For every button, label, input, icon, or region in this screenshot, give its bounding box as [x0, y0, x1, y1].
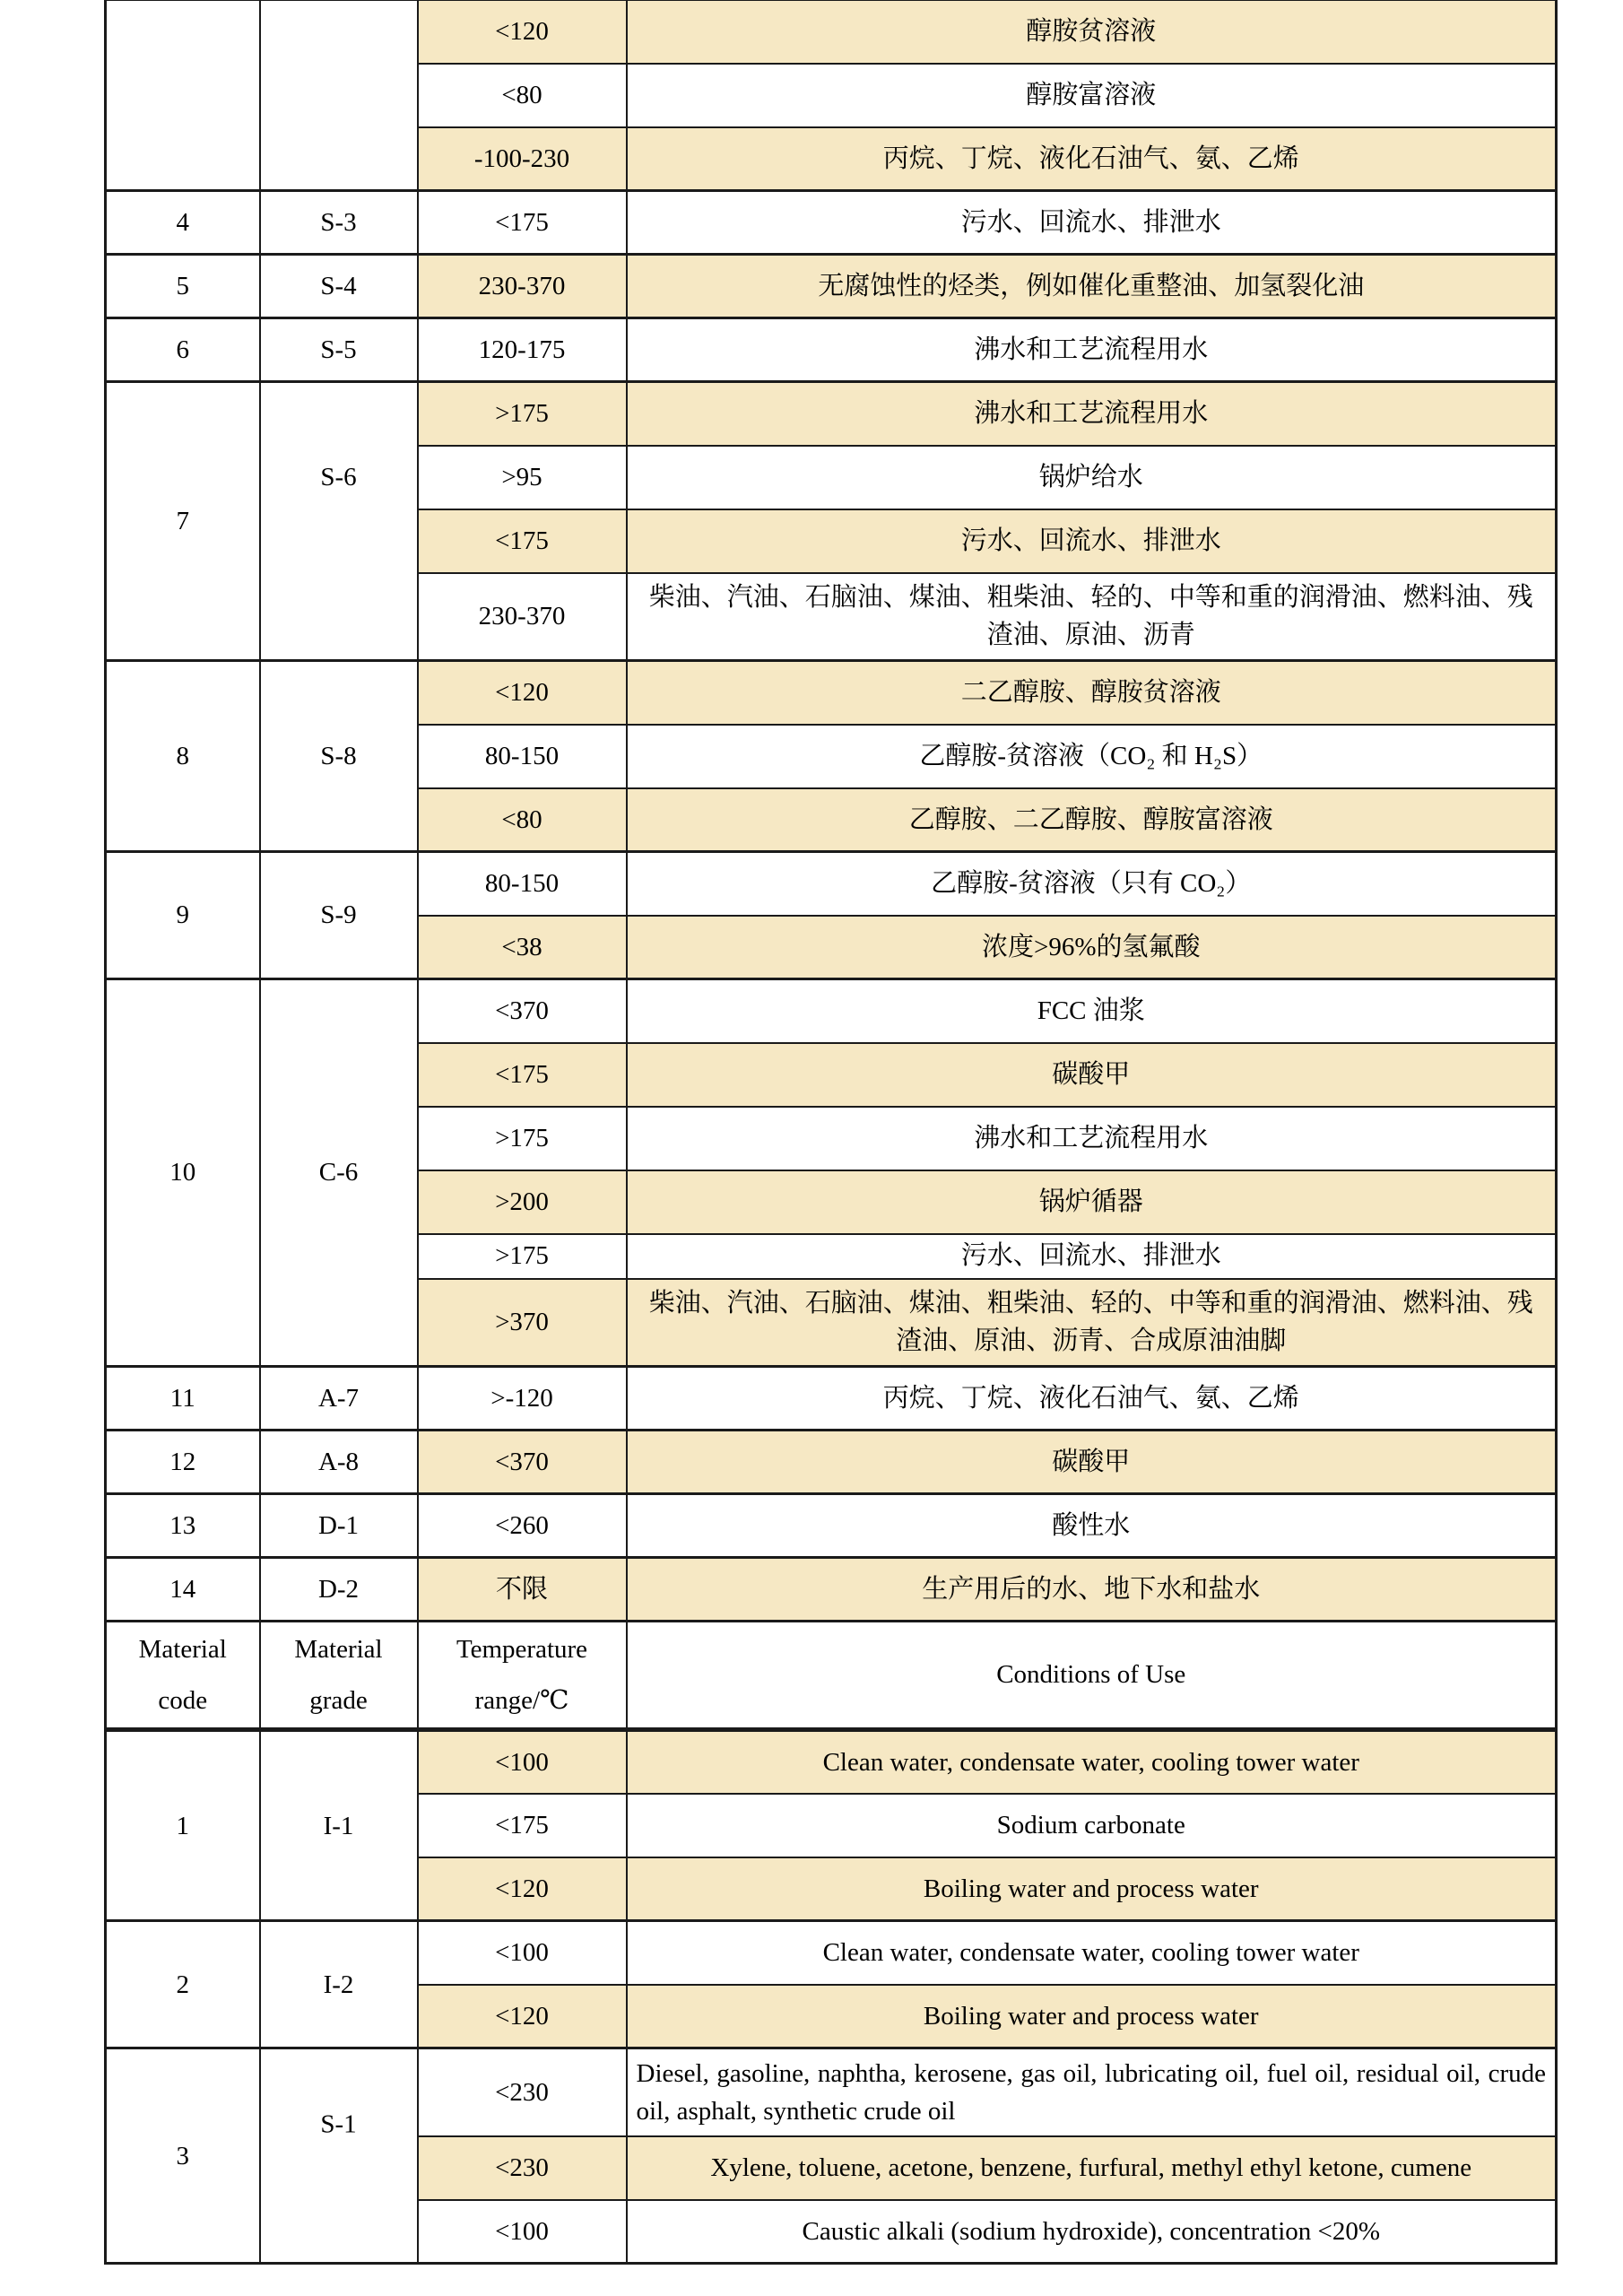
material-code-cell: 1: [106, 1730, 260, 1921]
condition-cell: Xylene, toluene, acetone, benzene, furfural, methyl ethyl ketone, cumene: [627, 2136, 1557, 2200]
temperature-cell: <120: [418, 1857, 627, 1921]
condition-cell: 碳酸甲: [627, 1431, 1557, 1494]
material-code-cell: 6: [106, 318, 260, 382]
material-grade-cell: [260, 255, 418, 318]
table-row: [106, 0, 1557, 64]
temperature-cell: <175: [418, 509, 627, 573]
material-code-cell: 9: [106, 852, 260, 979]
material-grade-cell: [260, 1558, 418, 1622]
condition-cell: 沸水和工艺流程用水: [627, 382, 1557, 446]
table-row: [106, 852, 1557, 916]
temperature-cell: 80-150: [418, 852, 627, 916]
condition-cell: 二乙醇胺、醇胺贫溶液: [627, 661, 1557, 725]
table-row: [106, 661, 1557, 725]
temperature-cell: >200: [418, 1170, 627, 1234]
temperature-cell: -100-230: [418, 127, 627, 191]
condition-cell: 浓度>96%的氢氟酸: [627, 916, 1557, 979]
condition-cell: 乙醇胺-贫溶液（只有 CO₂）: [627, 852, 1557, 916]
material-conditions-table: [104, 0, 1558, 2265]
temperature-cell: 230-370: [418, 573, 627, 661]
table-row: [106, 979, 1557, 1043]
material-code-cell: [106, 0, 260, 191]
material-code-cell: 12: [106, 1431, 260, 1494]
temperature-cell: 120-175: [418, 318, 627, 382]
temperature-cell: <80: [418, 788, 627, 852]
material-code-cell: 7: [106, 382, 260, 661]
condition-cell: 沸水和工艺流程用水: [627, 318, 1557, 382]
condition-cell: 丙烷、丁烷、液化石油气、氨、乙烯: [627, 1367, 1557, 1431]
table-row: [106, 1431, 1557, 1494]
condition-cell: Boiling water and process water: [627, 1985, 1557, 2048]
temperature-cell: >95: [418, 446, 627, 509]
material-grade-label: A-7: [317, 1383, 360, 1413]
temperature-cell: <100: [418, 1730, 627, 1794]
temperature-cell: <230: [418, 2048, 627, 2136]
temperature-cell: 80-150: [418, 725, 627, 788]
table-row: [106, 1558, 1557, 1622]
temperature-cell: <175: [418, 1043, 627, 1107]
table-row: [106, 2048, 1557, 2136]
header-cell-conditions-of-use: Conditions of Use: [627, 1622, 1557, 1730]
material-grade-label: D-1: [317, 1510, 360, 1540]
temperature-cell: <260: [418, 1494, 627, 1558]
condition-cell: 乙醇胺-贫溶液（CO₂ 和 H₂S）: [627, 725, 1557, 788]
table-row: [106, 191, 1557, 255]
condition-cell: 沸水和工艺流程用水: [627, 1107, 1557, 1170]
temperature-cell: <120: [418, 661, 627, 725]
temperature-cell: >370: [418, 1279, 627, 1367]
material-grade-label: S-9: [320, 900, 357, 930]
temperature-cell: <370: [418, 1431, 627, 1494]
material-grade-label: S-8: [320, 741, 357, 770]
material-code-cell: 4: [106, 191, 260, 255]
material-grade-cell: [260, 382, 418, 661]
header-cell-temperature-range: Temperature range/℃: [418, 1622, 627, 1730]
temperature-cell: 230-370: [418, 255, 627, 318]
condition-cell: 醇胺富溶液: [627, 64, 1557, 127]
temperature-cell: <370: [418, 979, 627, 1043]
condition-cell: Clean water, condensate water, cooling tower water: [627, 1730, 1557, 1794]
condition-cell: FCC 油浆: [627, 979, 1557, 1043]
material-grade-cell: [260, 318, 418, 382]
material-grade-label: S-6: [320, 462, 357, 491]
table-row: [106, 382, 1557, 446]
temperature-cell: <100: [418, 2200, 627, 2264]
material-code-cell: 10: [106, 979, 260, 1367]
material-grade-cell: [260, 2048, 418, 2264]
condition-cell: 柴油、汽油、石脑油、煤油、粗柴油、轻的、中等和重的润滑油、燃料油、残渣油、原油、沥青、合成原油油脚: [627, 1279, 1557, 1367]
condition-cell: 生产用后的水、地下水和盐水: [627, 1558, 1557, 1622]
material-grade-cell: [260, 1431, 418, 1494]
header-cell-material-code: Material code: [106, 1622, 260, 1730]
material-grade-cell: [260, 0, 418, 191]
temperature-cell: <120: [418, 0, 627, 64]
material-grade-cell: [260, 1494, 418, 1558]
condition-cell: 污水、回流水、排泄水: [627, 509, 1557, 573]
temperature-cell: >-120: [418, 1367, 627, 1431]
condition-cell: 醇胺贫溶液: [627, 0, 1557, 64]
condition-cell: 柴油、汽油、石脑油、煤油、粗柴油、轻的、中等和重的润滑油、燃料油、残渣油、原油、沥青: [627, 573, 1557, 661]
condition-cell: 无腐蚀性的烃类，例如催化重整油、加氢裂化油: [627, 255, 1557, 318]
temperature-cell: 不限: [418, 1558, 627, 1622]
condition-cell: 污水、回流水、排泄水: [627, 1234, 1557, 1279]
material-grade-label: I-2: [323, 1970, 354, 1999]
temperature-cell: <80: [418, 64, 627, 127]
table-header-row: [106, 1622, 1557, 1730]
table-row: [106, 318, 1557, 382]
material-grade-cell: [260, 1730, 418, 1921]
temperature-cell: <175: [418, 1794, 627, 1857]
material-grade-label: S-1: [320, 2109, 357, 2139]
table-row: [106, 1367, 1557, 1431]
table-body: [106, 0, 1557, 2264]
material-grade-label: S-4: [320, 271, 357, 300]
header-cell-material-grade: Material grade: [260, 1622, 418, 1730]
material-code-cell: 3: [106, 2048, 260, 2264]
table-row: [106, 255, 1557, 318]
material-grade-cell: [260, 1367, 418, 1431]
material-code-cell: 13: [106, 1494, 260, 1558]
material-grade-label: S-3: [320, 207, 357, 237]
condition-cell: 酸性水: [627, 1494, 1557, 1558]
table-row: [106, 1494, 1557, 1558]
condition-cell: 乙醇胺、二乙醇胺、醇胺富溶液: [627, 788, 1557, 852]
table-row: [106, 1921, 1557, 1985]
material-grade-label: I-1: [323, 1811, 354, 1840]
material-code-cell: 14: [106, 1558, 260, 1622]
table-row: [106, 1730, 1557, 1794]
condition-cell: Caustic alkali (sodium hydroxide), concentration <20%: [627, 2200, 1557, 2264]
condition-cell: Diesel, gasoline, naphtha, kerosene, gas oil, lubricating oil, fuel oil, residual oil, crude oil, asphalt, synthetic crude oil: [627, 2048, 1557, 2136]
material-grade-cell: [260, 852, 418, 979]
material-code-cell: 5: [106, 255, 260, 318]
temperature-cell: <120: [418, 1985, 627, 2048]
material-grade-label: C-6: [318, 1158, 359, 1187]
temperature-cell: <230: [418, 2136, 627, 2200]
condition-cell: 锅炉给水: [627, 446, 1557, 509]
temperature-cell: >175: [418, 382, 627, 446]
material-grade-label: A-8: [317, 1447, 360, 1476]
condition-cell: 碳酸甲: [627, 1043, 1557, 1107]
material-grade-cell: [260, 191, 418, 255]
temperature-cell: >175: [418, 1107, 627, 1170]
material-grade-cell: [260, 979, 418, 1367]
temperature-cell: <175: [418, 191, 627, 255]
condition-cell: Sodium carbonate: [627, 1794, 1557, 1857]
material-code-cell: 11: [106, 1367, 260, 1431]
condition-cell: Boiling water and process water: [627, 1857, 1557, 1921]
temperature-cell: >175: [418, 1234, 627, 1279]
material-grade-cell: [260, 661, 418, 852]
material-code-cell: 8: [106, 661, 260, 852]
material-grade-label: D-2: [317, 1574, 360, 1604]
condition-cell: 丙烷、丁烷、液化石油气、氨、乙烯: [627, 127, 1557, 191]
condition-cell: Clean water, condensate water, cooling tower water: [627, 1921, 1557, 1985]
condition-cell: 锅炉循器: [627, 1170, 1557, 1234]
material-grade-cell: [260, 1921, 418, 2048]
temperature-cell: <38: [418, 916, 627, 979]
material-code-cell: 2: [106, 1921, 260, 2048]
material-grade-label: S-5: [320, 335, 357, 364]
temperature-cell: <100: [418, 1921, 627, 1985]
condition-cell: 污水、回流水、排泄水: [627, 191, 1557, 255]
